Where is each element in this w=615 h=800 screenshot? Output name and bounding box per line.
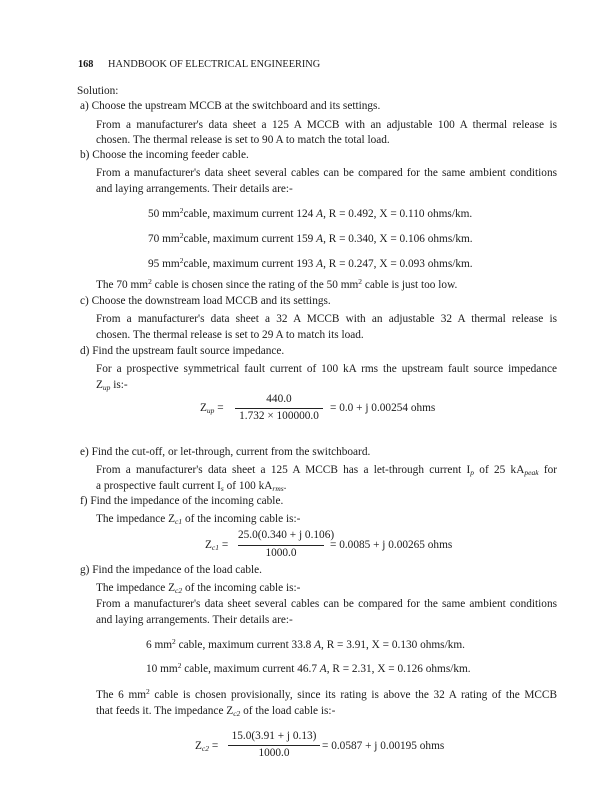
paragraph-line: The impedance $Z_{c1}$ of the incoming cable is:- [96,513,301,526]
solution-label: Solution: [77,85,119,97]
step-label: b) [80,149,90,161]
step-heading: Find the cut-off, or let-through, current from the switchboard. [91,446,371,458]
cable-option: 50 $mm^2cable$, maximum current 124 A, R = 0.492, X = 0.110 ohms/km. [148,206,473,220]
step-heading: Choose the upstream MCCB at the switchboard and its settings. [91,100,381,112]
paragraph-line: From a manufacturer's data sheet several cables can be compared for the same ambient conditions [96,167,557,179]
step-c [80,294,331,308]
step-label: c) [80,295,89,307]
step-heading: Find the upstream fault source impedance. [92,345,285,357]
step-e [80,445,370,459]
step-label: e) [80,446,89,458]
paragraph-line: From a manufacturer's data sheet several cables can be compared for the same ambient conditions [96,598,557,610]
step-heading: Choose the incoming feeder cable. [92,149,249,161]
cable-option: 6 $mm^2$ cable, maximum current 33.8 A, R = 3.91, X = 0.130 ohms/km. [146,637,465,651]
step-label: g) [80,564,90,576]
paragraph-line: chosen. The thermal release is set to 29 A to match its load. [96,329,364,341]
step-heading: Find the impedance of the load cable. [92,564,262,576]
step-a [80,99,380,113]
paragraph-line: The 6 $mm^2$ cable is chosen provisionally, since its rating is above the 32 A rating of the MCCB [96,688,557,701]
step-b [80,148,249,162]
cable-option: 95 $mm^2cable$, maximum current 193 A, R = 0.247, X = 0.093 ohms/km. [148,256,473,270]
paragraph-line: $Z_{up}$ is:- [96,379,128,392]
cable-option: 70 $mm^2cable$, maximum current 159 A, R = 0.340, X = 0.106 ohms/km. [148,231,473,245]
paragraph-line: The impedance $Z_{c2}$ of the incoming cable is:- [96,582,301,595]
paragraph-line: and laying arrangements. Their details are:- [96,614,293,626]
step-label: f) [80,495,88,507]
paragraph-line: and laying arrangements. Their details are:- [96,183,293,195]
page-header [78,58,320,72]
cable-option: 10 $mm^2$ cable, maximum current 46.7 A, R = 2.31, X = 0.126 ohms/km. [146,661,471,675]
step-label: a) [80,100,89,112]
paragraph-line: For a prospective symmetrical fault current of 100 kA rms the upstream fault source impedance [96,363,557,375]
step-f [80,494,283,508]
paragraph-line: The 70 $mm^2$ cable is chosen since the rating of the 50 $mm^2$ cable is just too low. [96,277,458,291]
step-label: d) [80,345,90,357]
running-title: HANDBOOK OF ELECTRICAL ENGINEERING [108,59,321,70]
page-number: 168 [78,59,94,70]
paragraph-line: that feeds it. The impedance $Z_{c2}$ of the load cable is:- [96,705,336,718]
paragraph-line: chosen. The thermal release is set to 90 A to match the total load. [96,134,390,146]
paragraph-line: From a manufacturer's data sheet a 125 A MCCB has a let-through current $I_p$ of 25 $kA_{peak}$ for [96,464,557,477]
paragraph-line: a prospective fault current $I_s$ of 100 $kA_{rms}$. [96,480,287,493]
step-g [80,563,262,577]
step-d [80,344,284,358]
step-heading: Find the impedance of the incoming cable. [90,495,284,507]
paragraph-line: From a manufacturer's data sheet a 125 A MCCB with an adjustable 100 A thermal release is [96,119,557,131]
step-heading: Choose the downstream load MCCB and its settings. [91,295,331,307]
paragraph-line: From a manufacturer's data sheet a 32 A MCCB with an adjustable 32 A thermal release is [96,313,557,325]
